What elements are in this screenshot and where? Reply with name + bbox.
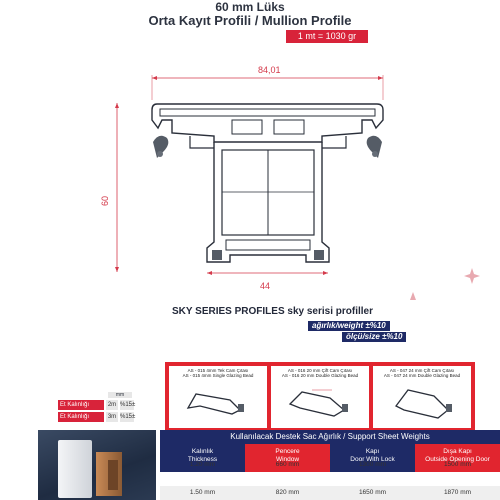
bead-profile-016 xyxy=(290,392,344,416)
size-tolerance-badge: ölçü/size ±%10 xyxy=(342,332,406,342)
table-row xyxy=(160,472,500,486)
bead-label-en: AS - 015 4mm Single Glazing Bead xyxy=(182,373,254,378)
table-cell: 820 mm xyxy=(275,489,300,496)
bead-label-tr: AS - 016 20 mm Çift Cam Çıtası xyxy=(287,368,353,373)
column-header-en: Door With Lock xyxy=(350,456,395,463)
base-dim-label: 44 xyxy=(260,281,271,291)
table-cell: 1870 mm xyxy=(443,489,472,496)
profile-samples-photo xyxy=(38,430,156,500)
table-cell: 1500 mm xyxy=(443,461,472,468)
table-cell: 660 mm xyxy=(275,461,300,468)
bead-gasket xyxy=(238,404,244,412)
table-cell: 1300 mm xyxy=(358,461,387,468)
width-dim-label: 84,01 xyxy=(258,65,281,75)
thickness-label: Et Kalınlığı xyxy=(58,412,104,422)
product-title: 60 mm Lüks xyxy=(215,0,285,14)
weight-badge: 1 mt = 1030 gr xyxy=(286,30,368,43)
thickness-table-head: mm xyxy=(108,392,132,398)
column-header-tr: Dışa Kapı xyxy=(443,448,472,455)
bead-profile-015 xyxy=(188,394,240,414)
height-dim-label: 60 xyxy=(100,195,110,206)
product-subtitle: Orta Kayıt Profili / Mullion Profile xyxy=(148,13,352,28)
column-header-en: Thickness xyxy=(187,456,218,463)
support-sheet-table xyxy=(160,430,500,500)
column-header-tr: Kapı xyxy=(365,448,380,455)
column-header-en: Window xyxy=(275,456,300,463)
table-cell: 1650 mm xyxy=(358,489,387,496)
support-table-title: Kullanılacak Destek Sac Ağırlık / Support Sheet Weights xyxy=(160,430,500,444)
bead-profile-047 xyxy=(396,390,448,418)
bead-gasket xyxy=(342,404,348,412)
bead-label-en: AS - 016 20 mm Double Glazing Bead xyxy=(281,373,359,378)
table-cell: 1.50 mm xyxy=(189,489,216,496)
table-cell: 1.20 mm xyxy=(189,461,216,468)
bead-label-en: AS - 047 24 mm Double Glazing Bead xyxy=(383,373,461,378)
column-header-tr: Kalınlık xyxy=(191,448,214,455)
series-heading: SKY SERIES PROFILES sky serisi profiller xyxy=(172,306,374,317)
column-header-en: Outside Opening Door xyxy=(425,456,490,463)
bead-label-tr: AS - 015 4mm Tek Cam Çıtası xyxy=(187,368,249,373)
bead-gasket xyxy=(446,404,452,412)
thickness-tolerance: %15± xyxy=(120,414,136,420)
thickness-tolerance: %15± xyxy=(120,402,136,408)
thickness-value: 3m xyxy=(107,414,117,420)
weight-tolerance-badge: ağırlık/weight ±%10 xyxy=(308,321,390,331)
thickness-label: Et Kalınlığı xyxy=(58,400,104,410)
column-header-tr: Pencere xyxy=(275,448,300,455)
bead-label-tr: AS - 047 24 mm Çift Cam Çıtası xyxy=(389,368,455,373)
thickness-value: 2m xyxy=(107,402,117,408)
